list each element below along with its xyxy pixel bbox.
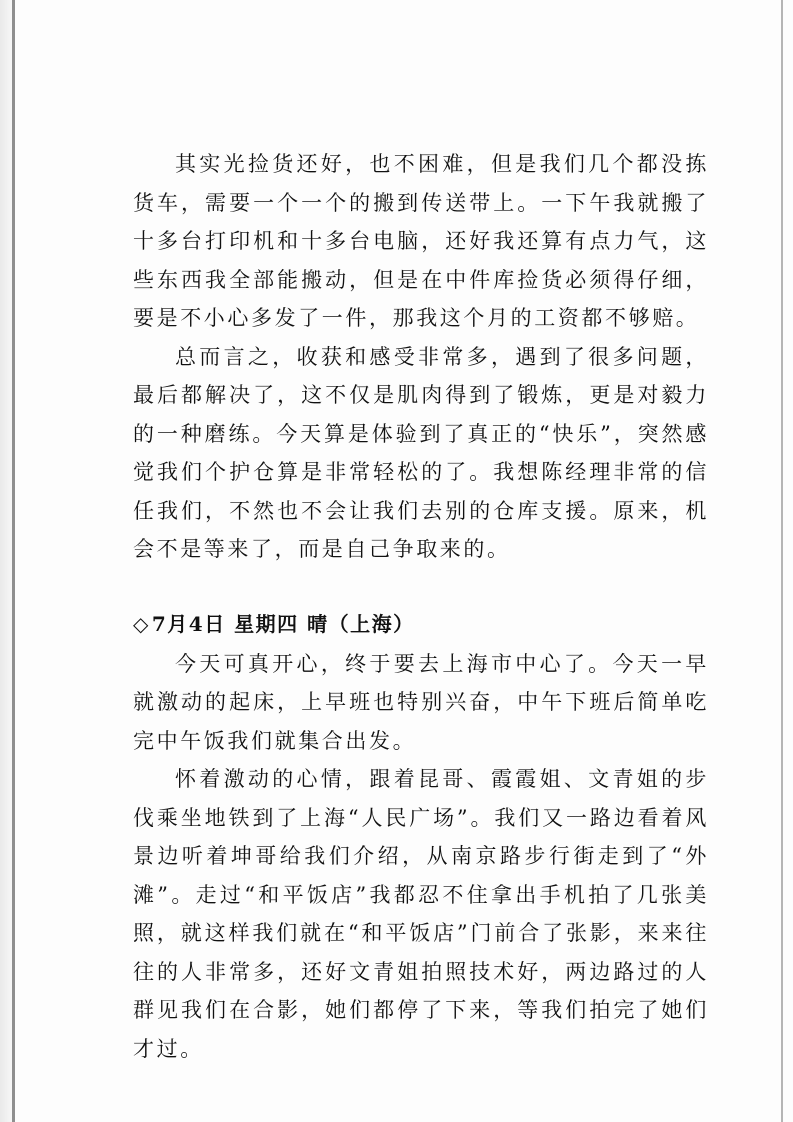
document-body [133, 145, 709, 1068]
scan-shadow [0, 0, 12, 1122]
paragraph-2: 总而言之，收获和感受非常多，遇到了很多问题，最后都解决了，这不仅是肌肉得到了锻炼，更是对毅力的一种磨练。今天算是体验到了真正的“快乐”，突然感觉我们个护仓算是非常轻松的了。我想陈经理非常的信任我们，不然也不会让我们去别的仓库支援。原来，机会不是等来了，而是自己争取来的。 [133, 344, 709, 561]
paragraph-1: 其实光捡货还好，也不困难，但是我们几个都没拣货车，需要一个一个的搬到传送带上。一下午我就搬了十多台打印机和十多台电脑，还好我还算有点力气，这些东西我全部能搬动，但是在中件库捡货必须得仔细，要是不小心多发了一件，那我这个月的工资都不够赔。 [133, 152, 709, 330]
scan-edge-right [781, 0, 783, 1122]
paragraph-4: 怀着激动的心情，跟着昆哥、霞霞姐、文青姐的步伐乘坐地铁到了上海“人民广场”。我们又一路边看着风景边听着坤哥给我们介绍，从南京路步行街走到了“外滩”。走过“和平饭店”我都忍不住拿出手机拍了几张美照，就这样我们就在“和平饭店”门前合了张影，来来往往的人非常多，还好文青姐拍照技术好，两边路过的人群见我们在合影，她们都停了下来，等我们拍完了她们才过。 [133, 767, 709, 1061]
entry-date: 7月4日 星期四 晴（上海） [151, 611, 415, 636]
paragraph-3: 今天可真开心，终于要去上海市中心了。今天一早就激动的起床，上早班也特别兴奋，中午下班后简单吃完中午饭我们就集合出发。 [133, 651, 709, 753]
scan-edge-left [12, 0, 15, 1122]
section-gap [133, 569, 709, 605]
diamond-icon: ◇ [133, 611, 150, 636]
diary-entry-heading [133, 605, 709, 643]
